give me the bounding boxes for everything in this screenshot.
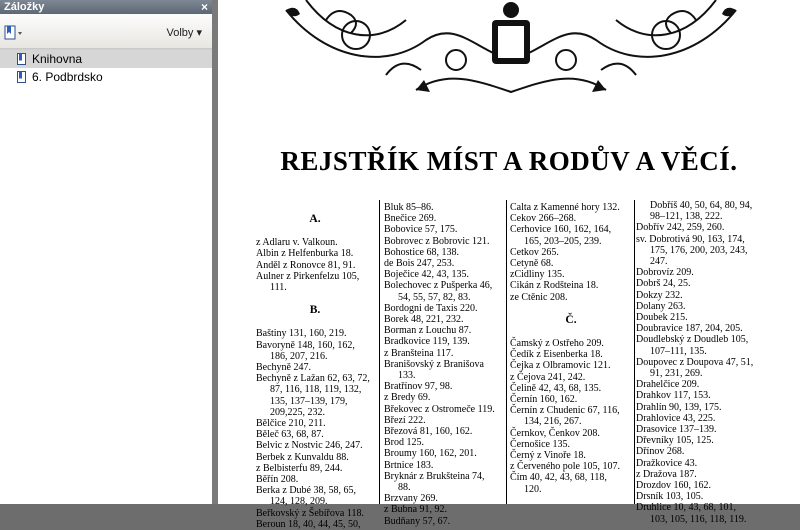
index-entry: Bobovice 57, 175. bbox=[384, 224, 458, 236]
index-entry: Anděl z Ronovce 81, 91. bbox=[256, 259, 356, 271]
index-entry: Doubek 215. bbox=[636, 312, 688, 324]
index-entry: Čelině 42, 43, 68, 135. bbox=[510, 382, 602, 394]
index-entry: Březí 222. bbox=[384, 414, 426, 426]
document-page bbox=[218, 0, 800, 530]
index-entry: Bratřínov 97, 98. bbox=[384, 381, 453, 393]
index-entry: Brod 125. bbox=[384, 437, 424, 449]
index-entry: Doubravice 187, 204, 205. bbox=[636, 323, 743, 335]
panel-title: Záložky bbox=[4, 1, 45, 13]
spacer bbox=[256, 316, 374, 328]
column-divider bbox=[379, 200, 380, 504]
index-entry: Beřkovský z Šebířova 118. bbox=[256, 507, 364, 519]
index-entry: Březová 81, 160, 162. bbox=[384, 426, 473, 438]
index-entry: Calta z Kamenné hory 132. bbox=[510, 202, 620, 213]
column-divider bbox=[506, 200, 507, 504]
index-entry: z Dražova 187. bbox=[636, 468, 697, 480]
index-entry: Bavoryně 148, 160, 162, bbox=[256, 339, 355, 351]
index-entry: Budňany 57, 67. bbox=[384, 515, 451, 527]
options-label: Volby bbox=[166, 27, 194, 39]
index-entry: Černý z Vinoře 18. bbox=[510, 450, 586, 462]
index-entry: Broumy 160, 162, 201. bbox=[384, 448, 477, 460]
index-entry: Cerhovice 160, 162, 164, bbox=[510, 224, 612, 236]
index-column-4 bbox=[636, 200, 776, 525]
panel-toolbar bbox=[0, 14, 212, 49]
bookmark-item-podbrdsko[interactable] bbox=[0, 68, 212, 86]
index-entry: Bechyně 247. bbox=[256, 362, 311, 374]
chevron-down-icon: ▾ bbox=[196, 27, 202, 39]
column-divider bbox=[634, 200, 635, 504]
index-entry: de Bois 247, 253. bbox=[384, 258, 455, 270]
index-entry: Dobrovíz 209. bbox=[636, 267, 694, 279]
index-entry: Čím 40, 42, 43, 68, 118, bbox=[510, 472, 607, 484]
index-entry: 87, 116, 118, 119, 132, bbox=[270, 384, 362, 396]
index-entry: Dolany 263. bbox=[636, 300, 686, 312]
index-entry: ze Ctěnic 208. bbox=[510, 291, 568, 303]
index-entry: Branišovský z Branišova bbox=[384, 358, 484, 370]
bookmark-icon bbox=[17, 53, 26, 65]
index-entry: Dokzy 232. bbox=[636, 289, 683, 301]
bookmark-list bbox=[0, 49, 212, 504]
letter-heading: Č. bbox=[565, 313, 577, 326]
index-entry: Belvic z Nostvic 246, 247. bbox=[256, 440, 363, 452]
index-entry: 134, 216, 267. bbox=[524, 416, 582, 428]
index-entry: Běleč 63, 68, 87. bbox=[256, 429, 324, 441]
bookmark-icon bbox=[17, 71, 26, 83]
index-entry: Bnečice 269. bbox=[384, 213, 437, 225]
index-entry: Albin z Helfenburka 18. bbox=[256, 248, 354, 260]
spacer bbox=[510, 326, 632, 338]
index-entry: Brzvany 269. bbox=[384, 493, 438, 505]
index-entry: Borek 48, 221, 232. bbox=[384, 314, 464, 326]
index-entry: Berka z Dubé 38, 58, 65, bbox=[256, 485, 356, 497]
index-entry: Bohostice 68, 138. bbox=[384, 246, 459, 258]
index-entry: Dobřív 242, 259, 260. bbox=[636, 222, 725, 234]
index-entry: Bechyně z Lažan 62, 63, 72, bbox=[256, 373, 370, 385]
index-entry: 133. bbox=[398, 370, 416, 382]
index-entry: z Belbisterfu 89, 244. bbox=[256, 462, 343, 474]
index-column-2 bbox=[384, 202, 504, 527]
index-entry: Boječice 42, 43, 135. bbox=[384, 269, 469, 281]
index-entry: Cekov 266–268. bbox=[510, 213, 577, 225]
index-entry: Čejka z Olbramovic 121. bbox=[510, 360, 611, 372]
index-entry: Dřínov 268. bbox=[636, 446, 685, 458]
index-entry: 124, 128, 209. bbox=[270, 496, 328, 508]
index-entry: Drahlovice 43, 225. bbox=[636, 412, 716, 424]
index-entry: z Čejova 241, 242. bbox=[510, 371, 586, 383]
index-entry: Dražkovice 43. bbox=[636, 457, 698, 469]
index-entry: Druhlice 10, 43, 68, 101, bbox=[636, 502, 736, 514]
index-entry: Bordogni de Taxis 220. bbox=[384, 302, 478, 314]
bookmark-label: 6. Podbrdsko bbox=[32, 70, 103, 84]
index-entry: Bobrovec z Bobrovic 121. bbox=[384, 235, 490, 247]
index-entry: Dobrš 24, 25. bbox=[636, 278, 691, 290]
index-entry: 209,225, 232. bbox=[270, 406, 325, 418]
index-entry: Bělčice 210, 211. bbox=[256, 418, 326, 430]
index-entry: Drsník 103, 105. bbox=[636, 491, 704, 503]
index-entry: Doudlebský z Doudleb 105, bbox=[636, 334, 749, 346]
index-entry: 165, 203–205, 239. bbox=[524, 235, 602, 247]
letter-heading: A. bbox=[309, 213, 321, 225]
index-entry: Drozdov 160, 162. bbox=[636, 480, 711, 492]
bookmark-options-icon[interactable] bbox=[4, 25, 26, 41]
index-entry: Čamský z Ostřeho 209. bbox=[510, 338, 604, 350]
index-entry: Břekovec z Ostromeče 119. bbox=[384, 403, 495, 415]
index-entry: 103, 105, 116, 118, 119. bbox=[650, 513, 747, 525]
index-entry: 186, 207, 216. bbox=[270, 350, 328, 362]
index-entry: Běřín 208. bbox=[256, 474, 299, 486]
index-entry: Černín z Chudenic 67, 116, bbox=[510, 405, 620, 417]
index-entry: Cetkov 265. bbox=[510, 246, 559, 258]
bookmark-item-knihovna[interactable] bbox=[0, 50, 212, 68]
index-entry: 247. bbox=[650, 256, 668, 268]
index-entry: Černkov, Čenkov 208. bbox=[510, 427, 600, 439]
panel-title-bar bbox=[0, 0, 212, 14]
index-entry: 175, 176, 200, 203, 243, bbox=[650, 244, 748, 256]
index-entry: 54, 55, 57, 82, 83. bbox=[398, 291, 471, 303]
index-entry: Baštiny 131, 160, 219. bbox=[256, 328, 347, 340]
index-entry: 135, 137–139, 179, bbox=[270, 395, 348, 407]
letter-heading: B. bbox=[309, 304, 321, 317]
index-entry: Doupovec z Doupova 47, 51, bbox=[636, 356, 754, 368]
index-entry: Bryknár z Brukšteina 74, bbox=[384, 470, 485, 482]
index-entry: 88. bbox=[398, 482, 411, 494]
index-entry: Černín 160, 162. bbox=[510, 394, 578, 406]
bookmarks-panel bbox=[0, 0, 213, 504]
close-panel-button[interactable]: × bbox=[200, 0, 208, 14]
index-entry: Bolechovec z Pušperka 46, bbox=[384, 280, 493, 292]
index-entry: z Červeného pole 105, 107. bbox=[510, 461, 620, 473]
index-entry: Bradkovice 119, 139. bbox=[384, 336, 470, 348]
index-entry: Dobříš 40, 50, 64, 80, 94, bbox=[650, 200, 753, 211]
index-entry: Drasovice 137–139. bbox=[636, 424, 717, 436]
index-entry: Brtnice 183. bbox=[384, 459, 434, 471]
index-entry: z Adlaru v. Valkoun. bbox=[256, 237, 338, 249]
index-entry: Cetyně 68. bbox=[510, 258, 554, 270]
index-entry: Dřevníky 105, 125. bbox=[636, 435, 714, 447]
index-entry: z Bubna 91, 92. bbox=[384, 504, 448, 516]
index-entry: 111. bbox=[270, 282, 287, 294]
index-entry: z Branšteina 117. bbox=[384, 347, 454, 359]
index-entry: Drahelčice 209. bbox=[636, 379, 700, 391]
index-entry: Drahlín 90, 139, 175. bbox=[636, 401, 722, 413]
index-entry: Cikán z Rodšteina 18. bbox=[510, 280, 599, 292]
decorative-ornament-icon bbox=[266, 0, 756, 96]
index-entry: 91, 231, 269. bbox=[650, 368, 703, 380]
index-entry: 120. bbox=[524, 483, 542, 495]
index-entry: 107–111, 135. bbox=[650, 345, 707, 357]
index-entry: Bluk 85–86. bbox=[384, 202, 434, 213]
index-entry: sv. Dobrotivá 90, 163, 174, bbox=[636, 233, 745, 245]
index-entry: Aulner z Pirkenfelzu 105, bbox=[256, 270, 360, 282]
index-column-3 bbox=[510, 202, 632, 495]
index-entry: Beroun 18, 40, 44, 45, 50, bbox=[256, 518, 361, 530]
index-entry: Drahkov 117, 153. bbox=[636, 390, 711, 402]
index-entry: zCidliny 135. bbox=[510, 269, 565, 281]
bookmark-label: Knihovna bbox=[32, 52, 83, 66]
page-title: REJSTŘÍK MÍST A RODŮV A VĚCÍ. bbox=[280, 146, 738, 176]
index-column-1 bbox=[256, 202, 374, 530]
index-entry: Černošice 135. bbox=[510, 438, 570, 450]
options-menu-button[interactable] bbox=[166, 26, 202, 39]
index-entry: Berbek z Kunvaldu 88. bbox=[256, 451, 349, 463]
index-entry: z Bredy 69. bbox=[384, 392, 431, 404]
index-entry: Borman z Louchu 87. bbox=[384, 325, 472, 337]
spacer bbox=[256, 225, 374, 237]
index-entry: 98–121, 138, 222. bbox=[650, 211, 723, 223]
index-entry: Čedík z Eisenberka 18. bbox=[510, 349, 603, 361]
